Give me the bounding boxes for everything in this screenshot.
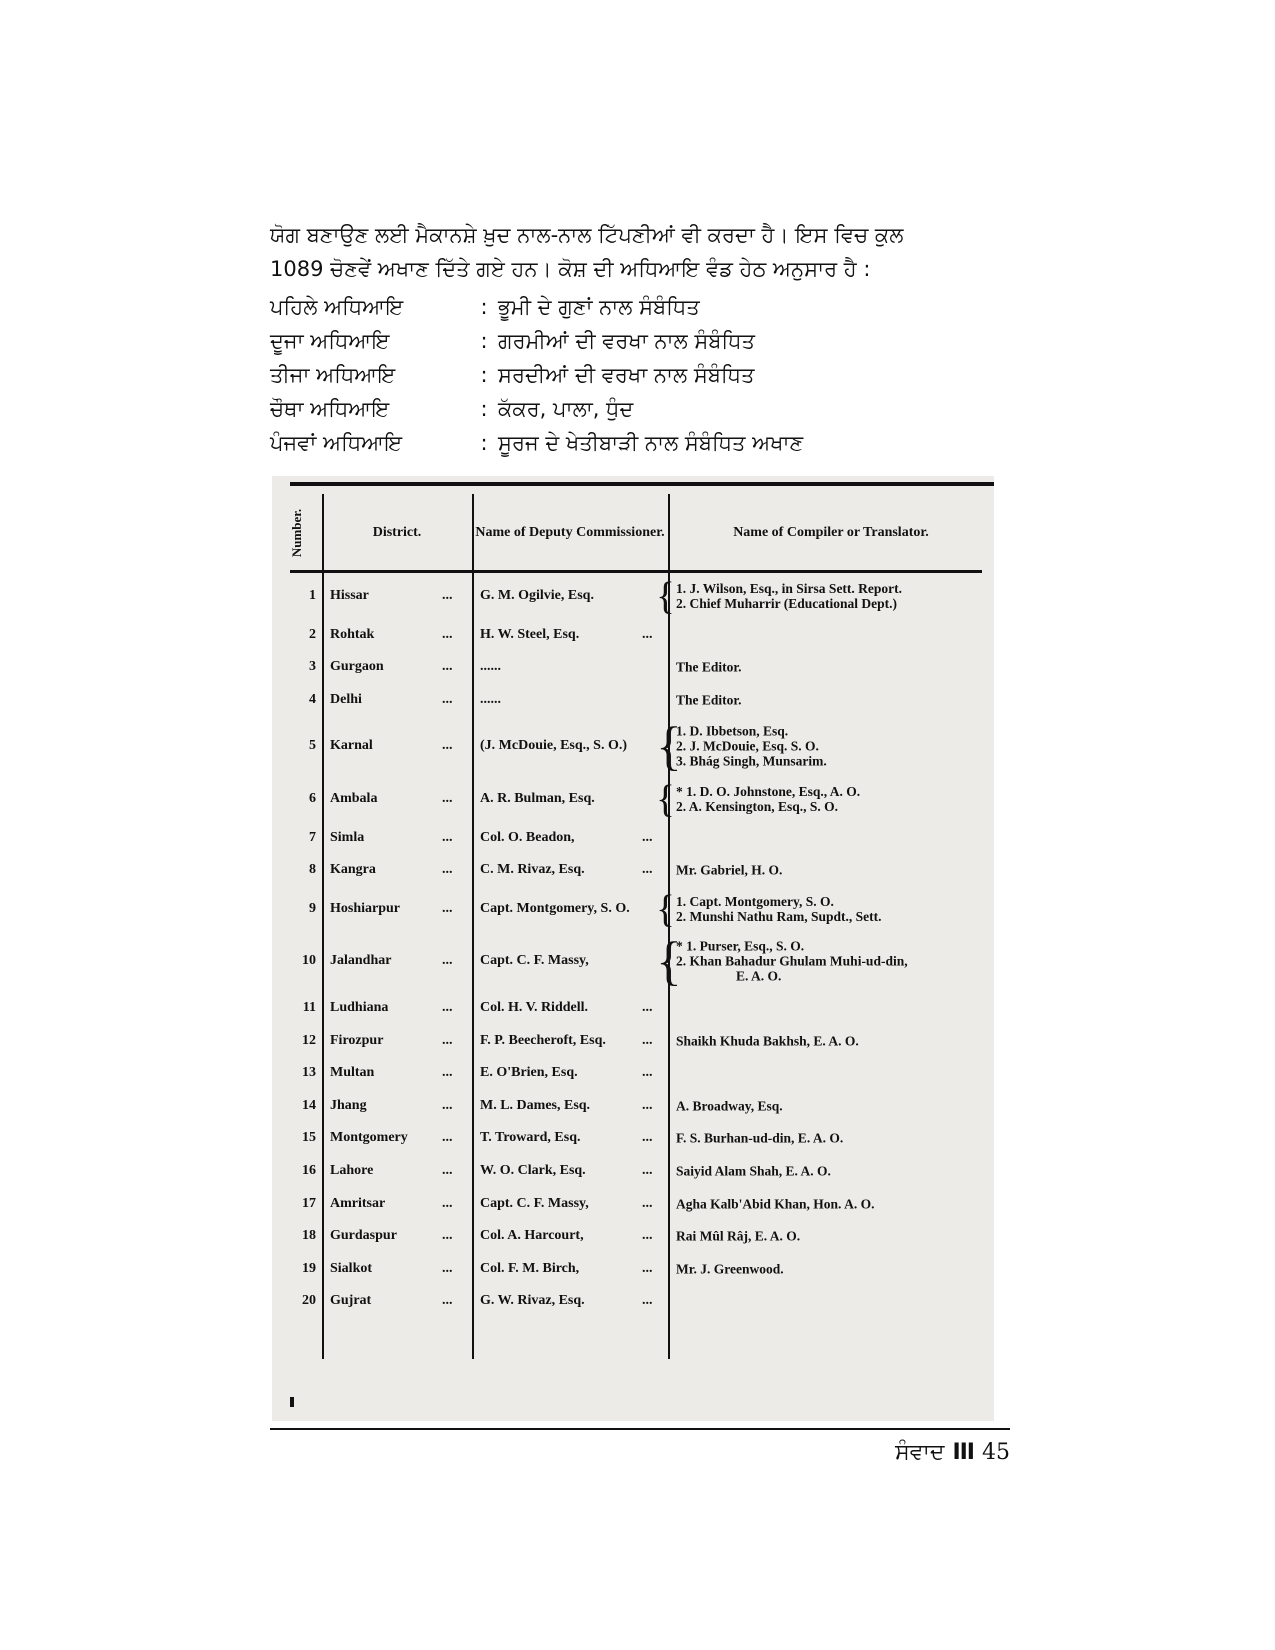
chapter-label: ਤੀਜਾ ਅਧਿਆਇ xyxy=(270,362,396,387)
compiler-cell xyxy=(676,939,908,984)
district-name: Hissar xyxy=(330,588,369,603)
row-number: 4 xyxy=(309,691,316,707)
district-name: Ambala xyxy=(330,791,378,806)
leader-dots: ... xyxy=(442,862,453,878)
chapter-colon: : xyxy=(480,329,488,353)
compiler-line: A. Broadway, Esq. xyxy=(676,1098,783,1114)
deputy-commissioner-name: M. L. Dames, Esq. xyxy=(480,1097,591,1113)
leader-dots: ... xyxy=(442,691,453,707)
leader-dots: ... xyxy=(642,1097,653,1113)
leader-dots: ... xyxy=(642,1065,653,1081)
row-number: 9 xyxy=(309,900,316,916)
chapter-label: ਦੂਜਾ ਅਧਿਆਇ xyxy=(270,328,390,353)
compiler-cell xyxy=(676,1131,843,1146)
table-row xyxy=(272,1057,994,1089)
row-number: 15 xyxy=(302,1130,316,1146)
leader-dots: ... xyxy=(442,626,453,642)
chapter-colon: : xyxy=(480,397,488,421)
row-number: 17 xyxy=(302,1195,316,1211)
row-number: 16 xyxy=(302,1163,316,1178)
chapter-list xyxy=(270,290,1010,460)
deputy-commissioner-name: W. O. Clark, Esq. xyxy=(480,1163,586,1178)
leader-dots: ... xyxy=(642,1000,653,1015)
leader-dots: ... xyxy=(642,829,653,845)
brace-symbol: { xyxy=(656,931,682,992)
district-name: Kangra xyxy=(330,862,376,878)
compiler-line: * 1. D. O. Johnstone, Esq., A. O. xyxy=(676,784,861,799)
chapter-row xyxy=(270,358,1010,392)
leader-dots: ... xyxy=(642,1130,653,1146)
leader-dots: ... xyxy=(442,1130,453,1146)
deputy-commissioner-name: Col. F. M. Birch, xyxy=(480,1260,580,1276)
district-name: Jhang xyxy=(330,1097,367,1113)
intro-line-2: 1089 ਚੋਣਵੇਂ ਅਖਾਣ ਦਿੱਤੇ ਗਏ ਹਨ। ਕੋਸ਼ ਦੀ ਅਧਿਆਇ ਵੰਡ ਹੇਠ ਅਨੁਸਾਰ ਹੈ : xyxy=(270,257,871,281)
table-row xyxy=(272,777,994,821)
row-number: 10 xyxy=(302,953,316,969)
header-compiler: Name of Compiler or Translator. xyxy=(733,525,929,540)
compiler-cell xyxy=(676,1098,783,1113)
compiler-cell xyxy=(676,724,827,769)
leader-dots: ... xyxy=(442,1000,453,1015)
deputy-commissioner-name: C. M. Rivaz, Esq. xyxy=(480,862,585,878)
compiler-line: 2. Khan Bahadur Ghulam Muhi-ud-din, xyxy=(676,953,908,969)
deputy-commissioner-name: G. W. Rivaz, Esq. xyxy=(480,1293,585,1309)
chapter-row xyxy=(270,324,1010,358)
leader-dots: ... xyxy=(442,1065,453,1081)
compiler-cell xyxy=(676,863,782,878)
table-row xyxy=(272,574,994,618)
compiler-line: The Editor. xyxy=(676,692,742,708)
leader-dots: ... xyxy=(442,900,453,916)
deputy-commissioner-name: F. P. Beecheroft, Esq. xyxy=(480,1032,606,1048)
compiler-line: 2. J. McDouie, Esq. S. O. xyxy=(676,738,819,754)
district-name: Jalandhar xyxy=(330,953,392,969)
compiler-line: Mr. Gabriel, H. O. xyxy=(676,862,783,878)
leader-dots: ... xyxy=(642,1032,653,1048)
deputy-commissioner-name: (J. McDouie, Esq., S. O.) xyxy=(480,738,627,754)
chapter-colon: : xyxy=(480,431,488,455)
scanned-district-table xyxy=(272,476,994,1421)
deputy-commissioner-name: E. O'Brien, Esq. xyxy=(480,1065,578,1081)
page-footer xyxy=(895,1440,1010,1465)
district-name: Sialkot xyxy=(330,1260,373,1276)
district-name: Amritsar xyxy=(330,1195,386,1211)
row-number: 19 xyxy=(302,1260,316,1276)
leader-dots: ... xyxy=(442,588,453,603)
compiler-line: 3. Bhág Singh, Munsarim. xyxy=(676,753,827,769)
compiler-cell xyxy=(676,581,902,611)
district-name: Firozpur xyxy=(330,1032,384,1048)
chapter-row xyxy=(270,290,1010,324)
compiler-cell xyxy=(676,1164,831,1179)
compiler-line: * 1. Purser, Esq., S. O. xyxy=(676,938,805,954)
leader-dots: ... xyxy=(442,953,453,969)
table-top-rule xyxy=(290,482,994,486)
district-name: Karnal xyxy=(330,738,373,754)
deputy-commissioner-name: ...... xyxy=(480,659,501,675)
row-number: 18 xyxy=(302,1228,316,1244)
leader-dots: ... xyxy=(642,1163,653,1178)
leader-dots: ... xyxy=(642,862,653,878)
row-number: 12 xyxy=(302,1032,316,1048)
chapter-description: ਸਰਦੀਆਂ ਦੀ ਵਰਖਾ ਨਾਲ ਸੰਬੰਧਿਤ xyxy=(498,362,755,387)
chapter-description: ਗਰਮੀਆਂ ਦੀ ਵਰਖਾ ਨਾਲ ਸੰਬੰਧਿਤ xyxy=(498,328,755,353)
scan-mark xyxy=(290,1397,294,1407)
compiler-line: Agha Kalb'Abid Khan, Hon. A. O. xyxy=(676,1196,875,1212)
deputy-commissioner-name: G. M. Ogilvie, Esq. xyxy=(480,588,594,603)
brace-symbol: { xyxy=(656,716,682,777)
table-row xyxy=(272,1090,994,1122)
header-number: Number. xyxy=(289,508,304,558)
compiler-line: 2. Chief Muharrir (Educational Dept.) xyxy=(676,596,897,611)
row-number: 1 xyxy=(309,588,316,603)
leader-dots: ... xyxy=(442,1260,453,1276)
leader-dots: ... xyxy=(642,1293,653,1309)
compiler-line: E. A. O. xyxy=(736,968,782,984)
district-name: Rohtak xyxy=(330,626,375,642)
compiler-line: Saiyid Alam Shah, E. A. O. xyxy=(676,1163,831,1179)
compiler-cell xyxy=(676,1261,784,1276)
deputy-commissioner-name: Col. O. Beadon, xyxy=(480,829,575,845)
chapter-row xyxy=(270,392,1010,426)
table-row xyxy=(272,1188,994,1220)
brace-symbol: { xyxy=(656,574,675,618)
deputy-commissioner-name: Col. H. V. Riddell. xyxy=(480,1000,589,1015)
chapter-description: ਸੂਰਜ ਦੇ ਖੇਤੀਬਾੜੀ ਨਾਲ ਸੰਬੰਧਿਤ ਅਖਾਣ xyxy=(498,430,804,455)
compiler-line: The Editor. xyxy=(676,659,742,675)
chapter-description: ਭੂਮੀ ਦੇ ਗੁਣਾਂ ਨਾਲ ਸੰਬੰਧਿਤ xyxy=(498,294,700,319)
table-row xyxy=(272,1253,994,1285)
table-row xyxy=(272,1285,994,1317)
table-row xyxy=(272,684,994,716)
compiler-cell xyxy=(676,1196,874,1211)
district-name: Gurdaspur xyxy=(330,1228,397,1244)
deputy-commissioner-name: Col. A. Harcourt, xyxy=(480,1228,584,1244)
intro-line-1: ਯੋਗ ਬਣਾਉਣ ਲਈ ਮੈਕਾਨਸ਼ੇ ਖ਼ੁਦ ਨਾਲ-ਨਾਲ ਟਿੱਪਣੀਆਂ ਵੀ ਕਰਦਾ ਹੈ। ਇਸ ਵਿਚ ਕੁਲ xyxy=(270,223,904,247)
leader-dots: ... xyxy=(442,829,453,845)
leader-dots: ... xyxy=(642,1228,653,1244)
header-deputy-commissioner: Name of Deputy Commissioner. xyxy=(475,525,665,540)
journal-name: ਸੰਵਾਦ xyxy=(895,1440,945,1465)
deputy-commissioner-name: Capt. C. F. Massy, xyxy=(480,1195,589,1211)
table-row xyxy=(272,619,994,651)
intro-paragraph xyxy=(270,218,1010,286)
compiler-line: Rai Mûl Râj, E. A. O. xyxy=(676,1228,801,1244)
row-number: 5 xyxy=(309,738,316,754)
row-number: 13 xyxy=(302,1065,316,1081)
table-row xyxy=(272,651,994,683)
table-row xyxy=(272,931,994,991)
compiler-line: 1. J. Wilson, Esq., in Sirsa Sett. Report. xyxy=(676,581,903,596)
table-row xyxy=(272,716,994,776)
compiler-line: 1. Capt. Montgomery, S. O. xyxy=(676,893,834,909)
deputy-commissioner-name: Capt. Montgomery, S. O. xyxy=(480,900,630,916)
leader-dots: ... xyxy=(442,1097,453,1113)
header-district: District. xyxy=(372,525,422,540)
leader-dots: ... xyxy=(642,1260,653,1276)
table-row xyxy=(272,822,994,854)
leader-dots: ... xyxy=(442,1163,453,1178)
leader-dots: ... xyxy=(442,1293,453,1309)
table-row xyxy=(272,1220,994,1252)
row-number: 20 xyxy=(302,1293,316,1309)
district-name: Multan xyxy=(330,1065,375,1081)
footer-rule xyxy=(270,1428,1010,1430)
compiler-line: F. S. Burhan-ud-din, E. A. O. xyxy=(676,1130,844,1146)
compiler-line: 1. D. Ibbetson, Esq. xyxy=(676,723,789,739)
compiler-line: Mr. J. Greenwood. xyxy=(676,1261,784,1277)
row-number: 14 xyxy=(302,1097,316,1113)
table-row xyxy=(272,992,994,1024)
table-header-rule xyxy=(290,570,982,573)
district-name: Gurgaon xyxy=(330,659,384,675)
leader-dots: ... xyxy=(642,626,653,642)
leader-dots: ... xyxy=(442,738,453,754)
table-row xyxy=(272,854,994,886)
brace-symbol: { xyxy=(656,886,675,931)
leader-dots: ... xyxy=(442,659,453,675)
row-number: 3 xyxy=(309,659,316,675)
compiler-line: 2. A. Kensington, Esq., S. O. xyxy=(676,799,839,814)
compiler-line: Shaikh Khuda Bakhsh, E. A. O. xyxy=(676,1033,859,1049)
district-name: Lahore xyxy=(330,1163,374,1178)
table-row xyxy=(272,1122,994,1154)
chapter-description: ਕੱਕਰ, ਪਾਲਾ, ਧੁੰਦ xyxy=(498,396,634,421)
chapter-colon: : xyxy=(480,295,488,319)
leader-dots: ... xyxy=(442,1195,453,1211)
leader-dots: ... xyxy=(442,1032,453,1048)
journal-mark: III xyxy=(952,1440,974,1465)
row-number: 8 xyxy=(309,862,316,878)
deputy-commissioner-name: A. R. Bulman, Esq. xyxy=(480,791,595,806)
compiler-cell xyxy=(676,894,882,924)
district-name: Montgomery xyxy=(330,1130,408,1146)
deputy-commissioner-name: H. W. Steel, Esq. xyxy=(480,626,580,642)
brace-symbol: { xyxy=(656,777,675,821)
row-number: 7 xyxy=(309,829,316,845)
district-name: Ludhiana xyxy=(330,1000,389,1015)
deputy-commissioner-name: T. Troward, Esq. xyxy=(480,1130,581,1146)
row-number: 11 xyxy=(302,1000,316,1015)
district-name: Gujrat xyxy=(330,1293,372,1309)
compiler-cell xyxy=(676,1033,859,1048)
compiler-line: 2. Munshi Nathu Ram, Supdt., Sett. xyxy=(676,908,882,924)
district-name: Delhi xyxy=(330,691,362,707)
compiler-cell xyxy=(676,1229,800,1244)
district-name: Simla xyxy=(330,829,365,845)
chapter-label: ਪੰਜਵਾਂ ਅਧਿਆਇ xyxy=(270,430,403,455)
row-number: 2 xyxy=(309,626,316,642)
chapter-label: ਚੌਥਾ ਅਧਿਆਇ xyxy=(270,396,390,421)
table-row xyxy=(272,1025,994,1057)
row-number: 6 xyxy=(309,791,316,806)
compiler-cell xyxy=(676,692,742,707)
deputy-commissioner-name: Capt. C. F. Massy, xyxy=(480,953,589,969)
compiler-cell xyxy=(676,660,742,675)
compiler-cell xyxy=(676,784,860,814)
leader-dots: ... xyxy=(442,1228,453,1244)
district-name: Hoshiarpur xyxy=(330,900,401,916)
chapter-row xyxy=(270,426,1010,460)
leader-dots: ... xyxy=(442,791,453,806)
chapter-label: ਪਹਿਲੇ ਅਧਿਆਇ xyxy=(270,294,404,319)
deputy-commissioner-name: ...... xyxy=(480,691,501,707)
page-number: 45 xyxy=(982,1440,1010,1465)
chapter-colon: : xyxy=(480,363,488,387)
leader-dots: ... xyxy=(642,1195,653,1211)
table-row xyxy=(272,1155,994,1187)
table-row xyxy=(272,887,994,931)
